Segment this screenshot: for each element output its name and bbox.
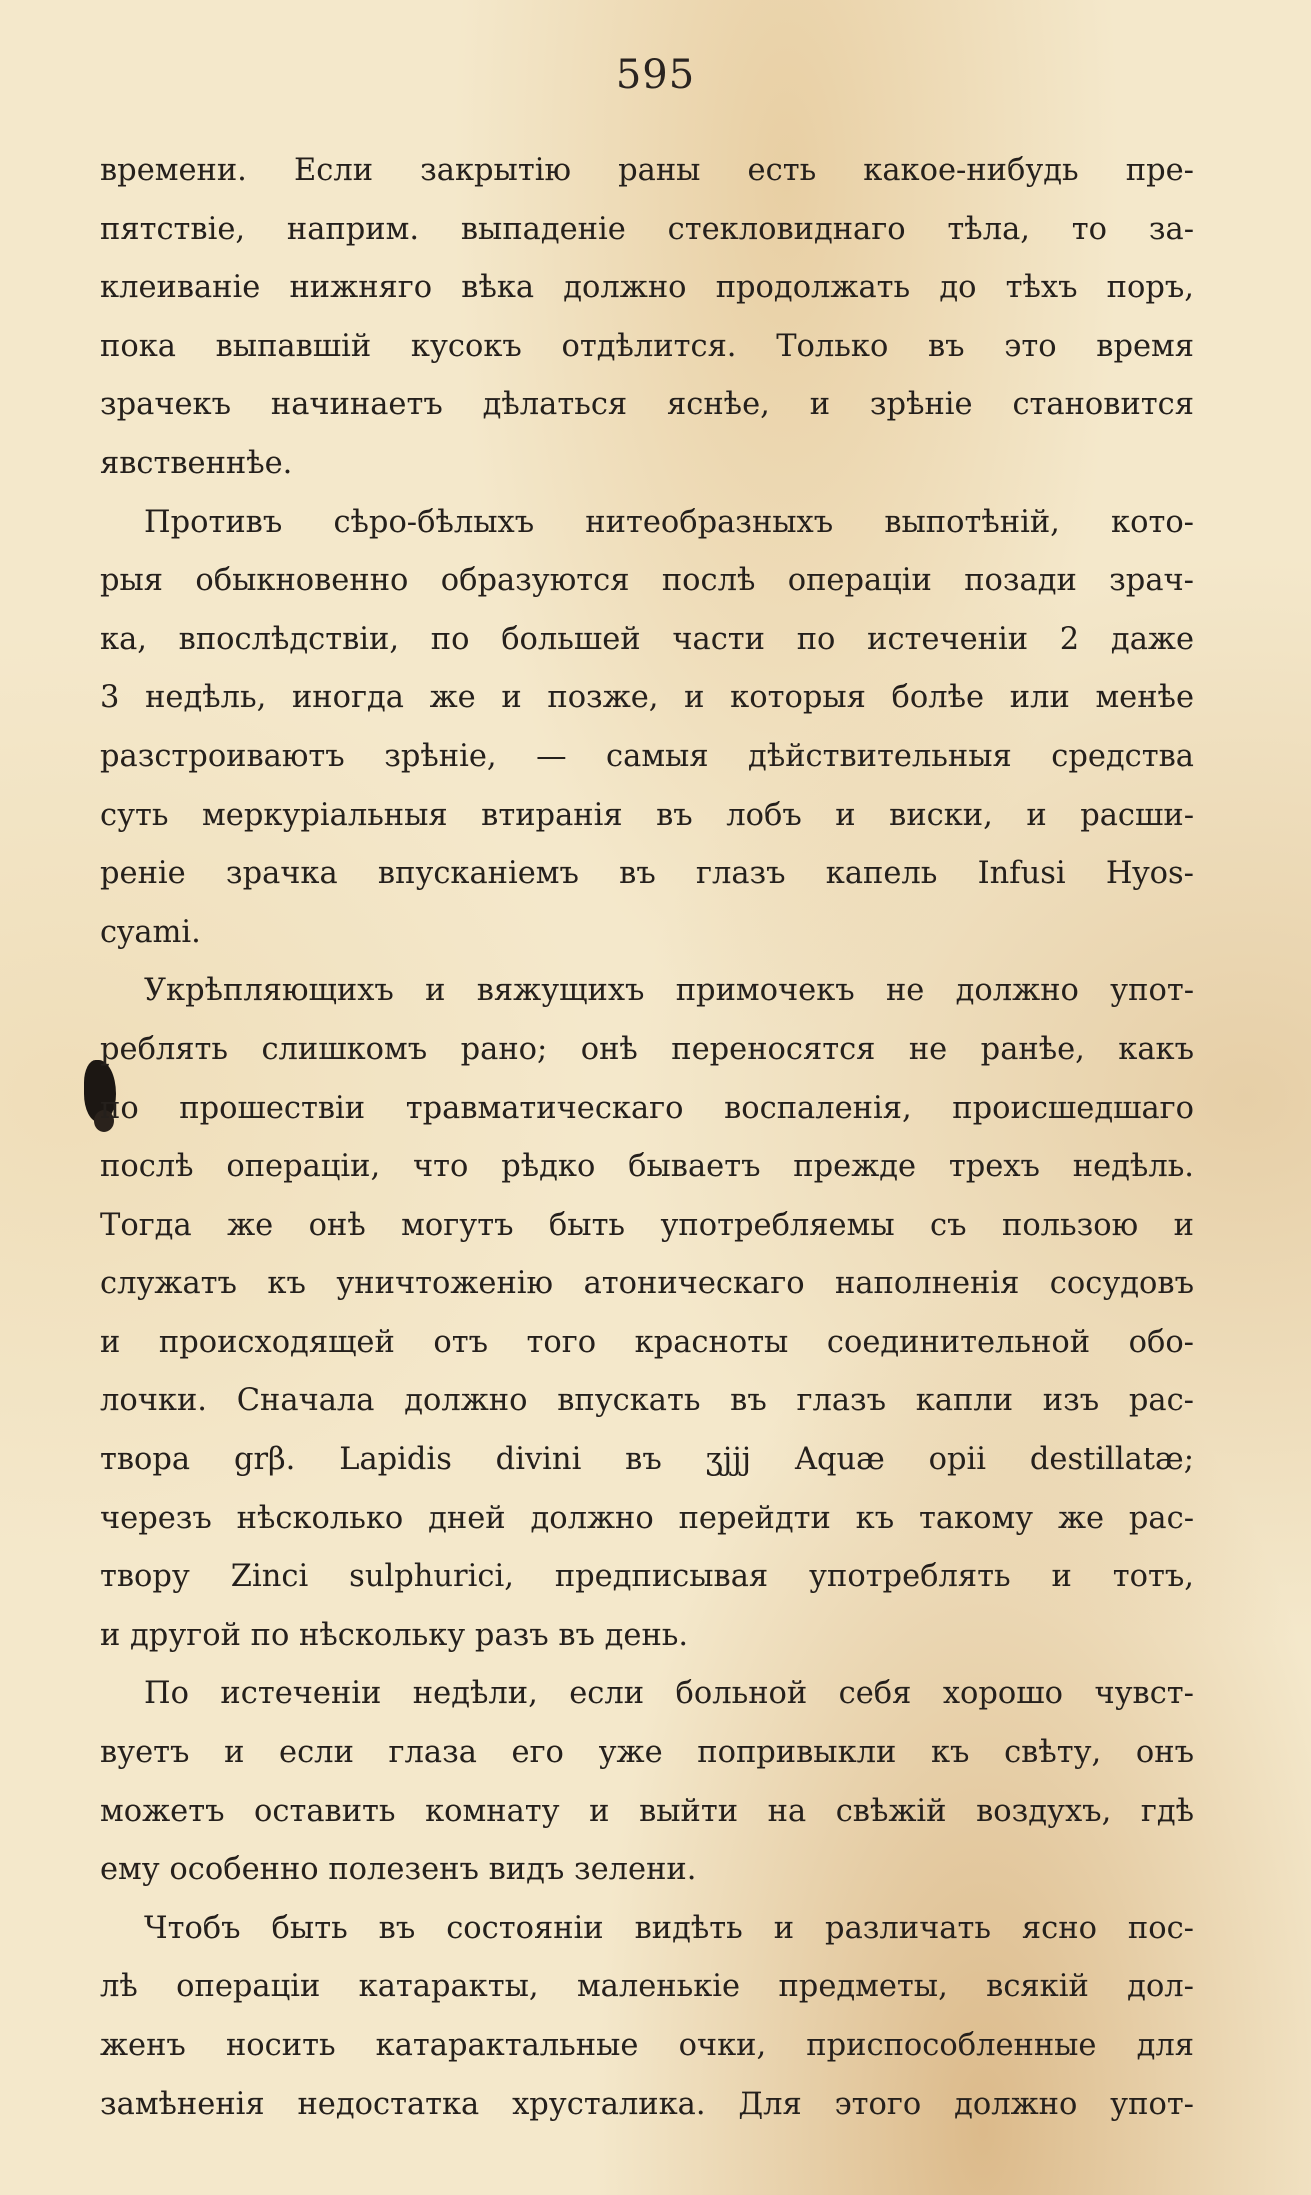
text-line: твора grβ. Lapidis divini въ ʒjjj Aquæ opii destillatæ; xyxy=(100,1442,1194,1478)
text-line: вуетъ и если глаза его уже попривыкли къ свѣту, онъ xyxy=(100,1735,1194,1771)
text-line: рыя обыкновенно образуются послѣ операціи позади зрач- xyxy=(100,563,1194,599)
text-line: лочки. Сначала должно впускать въ глазъ капли изъ рас- xyxy=(100,1383,1194,1419)
text-line: явственнѣе. xyxy=(100,445,293,481)
text-line: пока выпавшій кусокъ отдѣлится. Только въ это время xyxy=(100,328,1194,364)
text-line: пятствіе, наприм. выпаденіе стекловиднаго тѣла, то за- xyxy=(100,211,1194,247)
text-line: времени. Если закрытію раны есть какое-нибудь пре- xyxy=(100,153,1194,188)
page-number: 595 xyxy=(615,52,696,98)
text-line: суть меркуріальныя втиранія въ лобъ и виски, и расши- xyxy=(100,797,1194,833)
text-line: cyami. xyxy=(100,914,201,950)
text-line: реблять слишкомъ рано; онѣ переносятся не ранѣе, какъ xyxy=(100,1031,1194,1067)
text-line: Укрѣпляющихъ и вяжущихъ примочекъ не должно упот- xyxy=(144,973,1194,1009)
text-line: Тогда же онѣ могутъ быть употребляемы съ пользою и xyxy=(100,1207,1194,1243)
text-line: лѣ операціи катаракты, маленькіе предметы, всякій дол- xyxy=(100,1969,1194,2005)
text-line: 3 недѣль, иногда же и позже, и которыя болѣе или менѣе xyxy=(100,680,1194,716)
text-line: разстроиваютъ зрѣніе, — самыя дѣйствительныя средства xyxy=(100,738,1194,774)
text-line: Чтобъ быть въ состояніи видѣть и различать ясно пос- xyxy=(144,1910,1194,1946)
text-line: По истеченіи недѣли, если больной себя хорошо чувст- xyxy=(144,1676,1194,1712)
text-line: ка, впослѣдствіи, по большей части по истеченіи 2 даже xyxy=(100,621,1194,657)
text-line: по прошествіи травматическаго воспаленія, происшедшаго xyxy=(100,1090,1194,1126)
text-line: и другой по нѣскольку разъ въ день. xyxy=(100,1617,689,1653)
body-text xyxy=(100,142,1194,2134)
text-line: ему особенно полезенъ видъ зелени. xyxy=(100,1852,697,1888)
text-line: реніе зрачка впусканіемъ въ глазъ капель Infusi Hyos- xyxy=(100,856,1194,892)
text-line: черезъ нѣсколько дней должно перейдти къ такому же рас- xyxy=(100,1500,1194,1536)
text-line: служатъ къ уничтоженію атоническаго наполненія сосудовъ xyxy=(100,1266,1194,1302)
text-line: замѣненія недостатка хрусталика. Для этого должно упот- xyxy=(100,2086,1194,2122)
text-line: женъ носить катарактальные очки, приспособленные для xyxy=(100,2028,1194,2063)
text-line: и происходящей отъ того краснoты соединительной обо- xyxy=(100,1324,1194,1360)
text-line: зрачекъ начинаетъ дѣлаться яснѣе, и зрѣніе становится xyxy=(100,387,1194,423)
text-line: послѣ операціи, что рѣдко бываетъ прежде трехъ недѣль. xyxy=(100,1149,1194,1185)
text-line: клеиваніе нижняго вѣка должно продолжать до тѣхъ поръ, xyxy=(100,270,1194,306)
text-line: можетъ оставить комнату и выйти на свѣжій воздухъ, гдѣ xyxy=(100,1793,1194,1829)
text-line: Противъ сѣро-бѣлыхъ нитеобразныхъ выпотѣній, кото- xyxy=(144,504,1194,540)
text-line: твору Zinci sulphurici, предписывая употреблять и тотъ, xyxy=(100,1559,1194,1595)
